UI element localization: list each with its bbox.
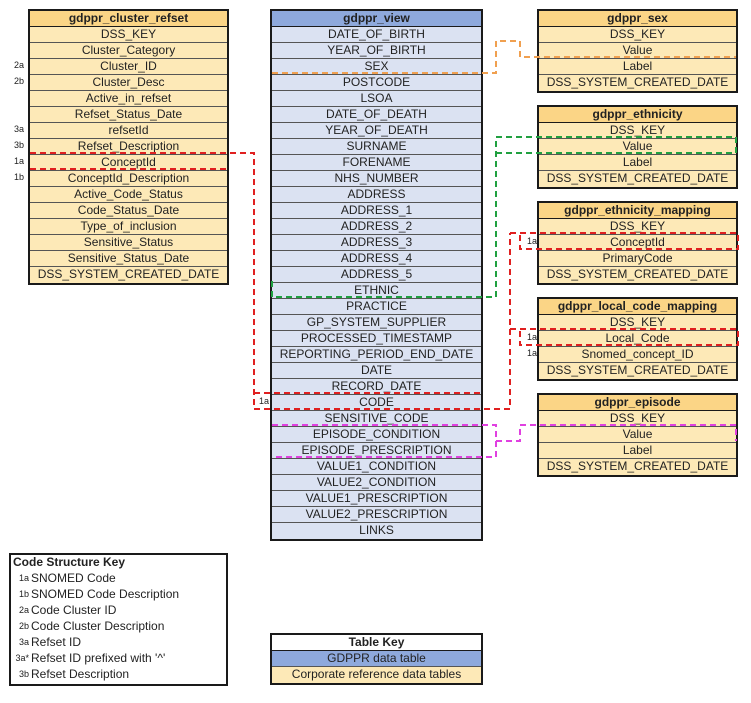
table-row-record-date: RECORD_DATE <box>272 379 481 395</box>
code-structure-key-text: Refset ID <box>31 635 82 649</box>
table-rows <box>272 27 481 539</box>
table-row-address-3: ADDRESS_3 <box>272 235 481 251</box>
sex-table <box>537 9 738 93</box>
table-row-dss-key: DSS_KEY <box>539 27 736 43</box>
code-label-refset-description: 3b <box>14 140 25 150</box>
table-row-dss-key: DSS_KEY <box>539 315 736 331</box>
table-row-lsoa: LSOA <box>272 91 481 107</box>
table-row-processed-timestamp: PROCESSED_TIMESTAMP <box>272 331 481 347</box>
table-row-value2-prescription: VALUE2_PRESCRIPTION <box>272 507 481 523</box>
code-label-cluster-desc: 2b <box>14 76 25 86</box>
code-structure-key-code: 3b <box>18 669 29 679</box>
table-row-episode-condition: EPISODE_CONDITION <box>272 427 481 443</box>
table-row-nhs-number: NHS_NUMBER <box>272 171 481 187</box>
table-title: gdppr_episode <box>539 395 736 411</box>
table-row-label: Label <box>539 155 736 171</box>
code-structure-key-code: 3a <box>18 637 29 647</box>
code-label-refset-id: 3a <box>14 124 25 134</box>
local-code-mapping-table <box>537 297 738 381</box>
table-row-type-of-inclusion: Type_of_inclusion <box>30 219 227 235</box>
table-row-sex: SEX <box>272 59 481 75</box>
table-row-links: LINKS <box>272 523 481 539</box>
table-row-date: DATE <box>272 363 481 379</box>
table-title: gdppr_ethnicity_mapping <box>539 203 736 219</box>
table-row-dss-system-created-date: DSS_SYSTEM_CREATED_DATE <box>539 171 736 187</box>
episode-table <box>537 393 738 477</box>
table-row-cluster-category: Cluster_Category <box>30 43 227 59</box>
table-key-corporate: Corporate reference data tables <box>272 667 481 683</box>
code-structure-key-item <box>11 602 226 618</box>
table-row-refsetid: refsetId <box>30 123 227 139</box>
gdppr-view-table <box>270 9 483 541</box>
table-row-year-of-birth: YEAR_OF_BIRTH <box>272 43 481 59</box>
table-row-practice: PRACTICE <box>272 299 481 315</box>
table-row-snomed-concept-id: Snomed_concept_ID <box>539 347 736 363</box>
table-rows <box>539 123 736 187</box>
cluster-refset-table <box>28 9 229 285</box>
table-row-address-1: ADDRESS_1 <box>272 203 481 219</box>
table-row-sensitive-status: Sensitive_Status <box>30 235 227 251</box>
table-key-title: Table Key <box>272 635 481 651</box>
code-structure-key-code: 1a <box>18 573 29 583</box>
table-row-local-code: Local_Code <box>539 331 736 347</box>
table-row-year-of-death: YEAR_OF_DEATH <box>272 123 481 139</box>
code-structure-key-title: Code Structure Key <box>13 555 126 569</box>
code-structure-key-code: 3a* <box>15 653 29 663</box>
table-row-code-status-date: Code_Status_Date <box>30 203 227 219</box>
table-row-conceptid: ConceptId <box>30 155 227 171</box>
table-row-cluster-desc: Cluster_Desc <box>30 75 227 91</box>
table-row-code: CODE <box>272 395 481 411</box>
code-structure-key-text: Refset Description <box>31 667 130 681</box>
code-structure-key-item <box>11 618 226 634</box>
table-row-value: Value <box>539 43 736 59</box>
table-rows <box>539 219 736 283</box>
table-rows <box>539 411 736 475</box>
table-row-surname: SURNAME <box>272 139 481 155</box>
code-structure-key-text: Code Cluster ID <box>31 603 117 617</box>
code-label-conceptid-description: 1b <box>14 172 25 182</box>
table-rows <box>30 27 227 283</box>
table-key <box>270 633 483 685</box>
ethnicity-mapping-table <box>537 201 738 285</box>
code-label-conceptid: 1a <box>14 156 25 166</box>
table-row-value: Value <box>539 427 736 443</box>
table-row-postcode: POSTCODE <box>272 75 481 91</box>
code-structure-key-code: 1b <box>18 589 29 599</box>
table-row-value1-prescription: VALUE1_PRESCRIPTION <box>272 491 481 507</box>
code-structure-key-item <box>11 570 226 586</box>
table-row-address: ADDRESS <box>272 187 481 203</box>
table-row-gp-system-supplier: GP_SYSTEM_SUPPLIER <box>272 315 481 331</box>
table-row-dss-key: DSS_KEY <box>30 27 227 43</box>
table-row-dss-system-created-date: DSS_SYSTEM_CREATED_DATE <box>539 75 736 91</box>
table-title: gdppr_ethnicity <box>539 107 736 123</box>
table-row-active-in-refset: Active_in_refset <box>30 91 227 107</box>
table-row-address-4: ADDRESS_4 <box>272 251 481 267</box>
table-row-cluster-id: Cluster_ID <box>30 59 227 75</box>
table-title: gdppr_view <box>272 11 481 27</box>
table-row-label: Label <box>539 443 736 459</box>
table-row-value1-condition: VALUE1_CONDITION <box>272 459 481 475</box>
table-row-dss-system-created-date: DSS_SYSTEM_CREATED_DATE <box>30 267 227 283</box>
table-row-dss-key: DSS_KEY <box>539 219 736 235</box>
table-row-ethnic: ETHNIC <box>272 283 481 299</box>
code-structure-key-item <box>11 634 226 650</box>
table-row-forename: FORENAME <box>272 155 481 171</box>
code-structure-key-code: 2b <box>18 621 29 631</box>
table-rows <box>539 27 736 91</box>
table-row-dss-key: DSS_KEY <box>539 123 736 139</box>
table-row-episode-prescription: EPISODE_PRESCRIPTION <box>272 443 481 459</box>
table-row-refset-description: Refset_Description <box>30 139 227 155</box>
table-row-dss-system-created-date: DSS_SYSTEM_CREATED_DATE <box>539 459 736 475</box>
code-structure-key-text: SNOMED Code <box>31 571 116 585</box>
table-row-sensitive-status-date: Sensitive_Status_Date <box>30 251 227 267</box>
table-row-conceptid: ConceptId <box>539 235 736 251</box>
table-row-date-of-birth: DATE_OF_BIRTH <box>272 27 481 43</box>
table-row-active-code-status: Active_Code_Status <box>30 187 227 203</box>
table-row-address-2: ADDRESS_2 <box>272 219 481 235</box>
table-title: gdppr_local_code_mapping <box>539 299 736 315</box>
code-structure-key-text: SNOMED Code Description <box>31 587 180 601</box>
code-structure-key <box>9 553 228 686</box>
table-row-dss-system-created-date: DSS_SYSTEM_CREATED_DATE <box>539 363 736 379</box>
table-title: gdppr_cluster_refset <box>30 11 227 27</box>
code-label-cluster-id: 2a <box>14 60 25 70</box>
code-structure-key-text: Refset ID prefixed with '^' <box>31 651 166 665</box>
ethnicity-table <box>537 105 738 189</box>
table-row-sensitive-code: SENSITIVE_CODE <box>272 411 481 427</box>
code-structure-key-item <box>11 650 226 666</box>
table-row-dss-system-created-date: DSS_SYSTEM_CREATED_DATE <box>539 267 736 283</box>
table-row-value2-condition: VALUE2_CONDITION <box>272 475 481 491</box>
table-row-label: Label <box>539 59 736 75</box>
code-structure-key-text: Code Cluster Description <box>31 619 165 633</box>
table-row-refset-status-date: Refset_Status_Date <box>30 107 227 123</box>
table-rows <box>539 315 736 379</box>
table-row-reporting-period-end-date: REPORTING_PERIOD_END_DATE <box>272 347 481 363</box>
table-row-dss-key: DSS_KEY <box>539 411 736 427</box>
table-row-value: Value <box>539 139 736 155</box>
code-structure-key-code: 2a <box>18 605 29 615</box>
code-label-local-code: 1a <box>527 332 538 342</box>
table-row-primarycode: PrimaryCode <box>539 251 736 267</box>
code-structure-key-item <box>11 666 226 682</box>
code-structure-key-items <box>11 570 226 682</box>
table-row-date-of-death: DATE_OF_DEATH <box>272 107 481 123</box>
table-row-conceptid-description: ConceptId_Description <box>30 171 227 187</box>
code-label-code: 1a <box>259 396 270 406</box>
code-label-ethnicity-conceptid: 1a <box>527 236 538 246</box>
table-title: gdppr_sex <box>539 11 736 27</box>
code-label-snomed-concept-id: 1a <box>527 348 538 358</box>
code-structure-key-item <box>11 586 226 602</box>
table-row-address-5: ADDRESS_5 <box>272 267 481 283</box>
table-key-gdppr: GDPPR data table <box>272 651 481 667</box>
